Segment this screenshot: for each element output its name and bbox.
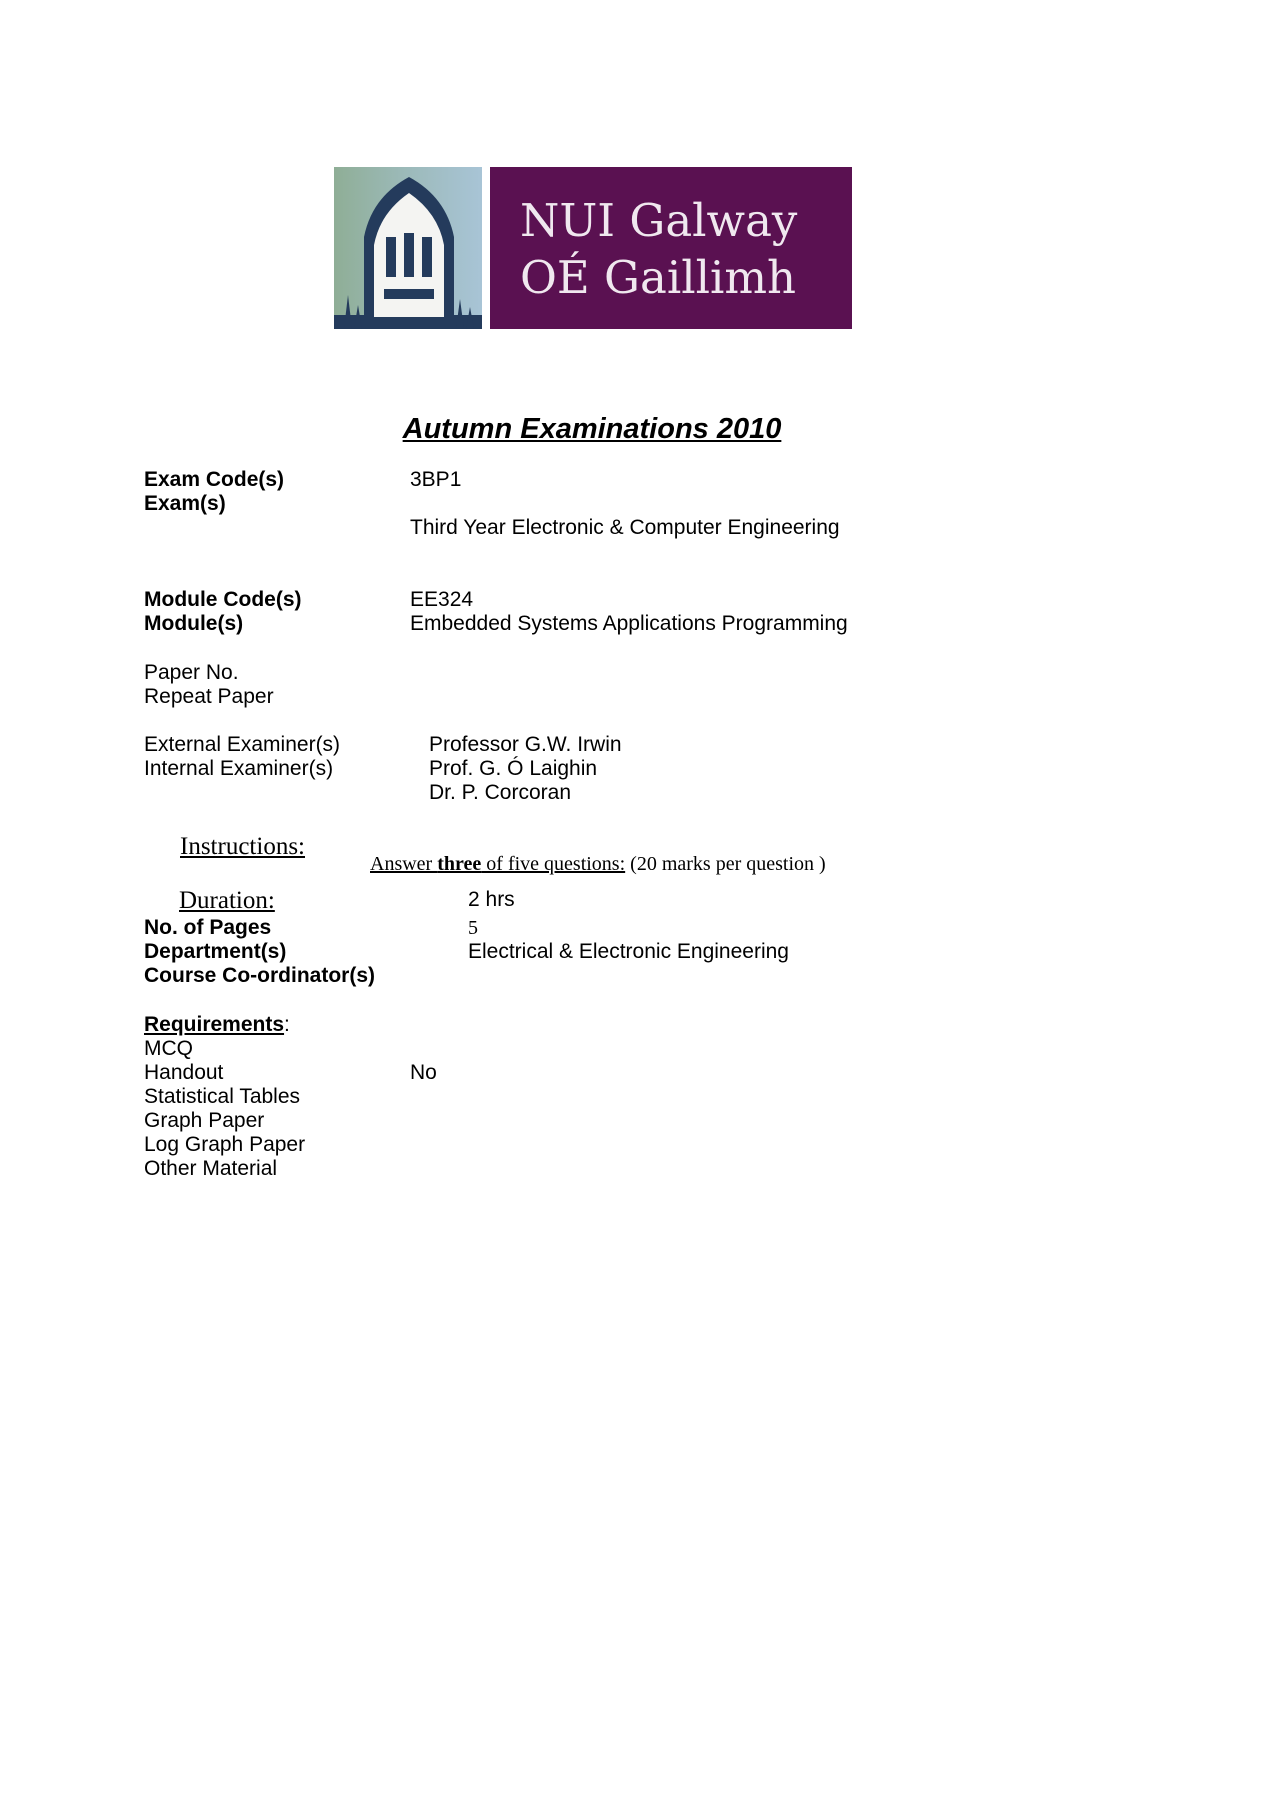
instructions-of-five: of five questions:	[481, 853, 626, 875]
duration-label: Duration:	[179, 887, 275, 914]
department-value: Electrical & Electronic Engineering	[468, 940, 789, 963]
requirements-colon: :	[284, 1013, 290, 1036]
paper-no-label: Paper No.	[144, 661, 239, 684]
tower-icon	[334, 167, 482, 329]
internal-examiner-label: Internal Examiner(s)	[144, 757, 334, 780]
page-title: Autumn Examinations 2010	[402, 413, 782, 445]
requirements-heading	[144, 1013, 290, 1037]
module-label: Module(s)	[144, 612, 244, 635]
external-examiner-value: Professor G.W. Irwin	[429, 733, 622, 756]
department-label: Department(s)	[144, 940, 287, 963]
logo-wordmark	[490, 167, 852, 329]
university-logo	[334, 167, 852, 329]
logo-emblem	[334, 167, 482, 329]
pages-label: No. of Pages	[144, 916, 272, 939]
module-value: Embedded Systems Applications Programming	[410, 612, 848, 635]
repeat-paper-label: Repeat Paper	[144, 685, 274, 708]
instructions-three: three	[437, 853, 482, 875]
requirement-mcq-label: MCQ	[144, 1037, 193, 1060]
module-code-label: Module Code(s)	[144, 588, 302, 611]
requirement-handout-value: No	[410, 1061, 437, 1084]
coordinator-label: Course Co-ordinator(s)	[144, 964, 375, 987]
instructions-answer: Answer	[370, 853, 438, 875]
logo-divider	[482, 167, 490, 329]
requirements-heading-text: Requirements	[144, 1013, 285, 1036]
duration-value: 2 hrs	[468, 888, 515, 911]
requirement-graph-paper-label: Graph Paper	[144, 1109, 265, 1132]
external-examiner-label: External Examiner(s)	[144, 733, 341, 756]
exam-label: Exam(s)	[144, 492, 226, 515]
pages-value: 5	[468, 917, 478, 939]
requirement-statistical-tables-label: Statistical Tables	[144, 1085, 301, 1108]
instructions-label: Instructions:	[180, 833, 305, 860]
logo-line-2: OÉ Gaillimh	[520, 251, 797, 304]
requirement-log-graph-paper-label: Log Graph Paper	[144, 1133, 306, 1156]
instructions-marks: (20 marks per question )	[625, 853, 826, 875]
internal-examiner-value-1: Prof. G. Ó Laighin	[429, 757, 598, 780]
instructions-text	[370, 852, 826, 876]
logo-line-1: NUI Galway	[520, 194, 798, 247]
exam-code-label: Exam Code(s)	[144, 468, 285, 491]
module-code-value: EE324	[410, 588, 474, 611]
exam-code-value: 3BP1	[410, 468, 462, 491]
internal-examiner-value-2: Dr. P. Corcoran	[429, 781, 572, 804]
exam-value: Third Year Electronic & Computer Engineering	[410, 516, 840, 539]
requirement-other-material-label: Other Material	[144, 1157, 278, 1180]
requirement-handout-label: Handout	[144, 1061, 224, 1084]
